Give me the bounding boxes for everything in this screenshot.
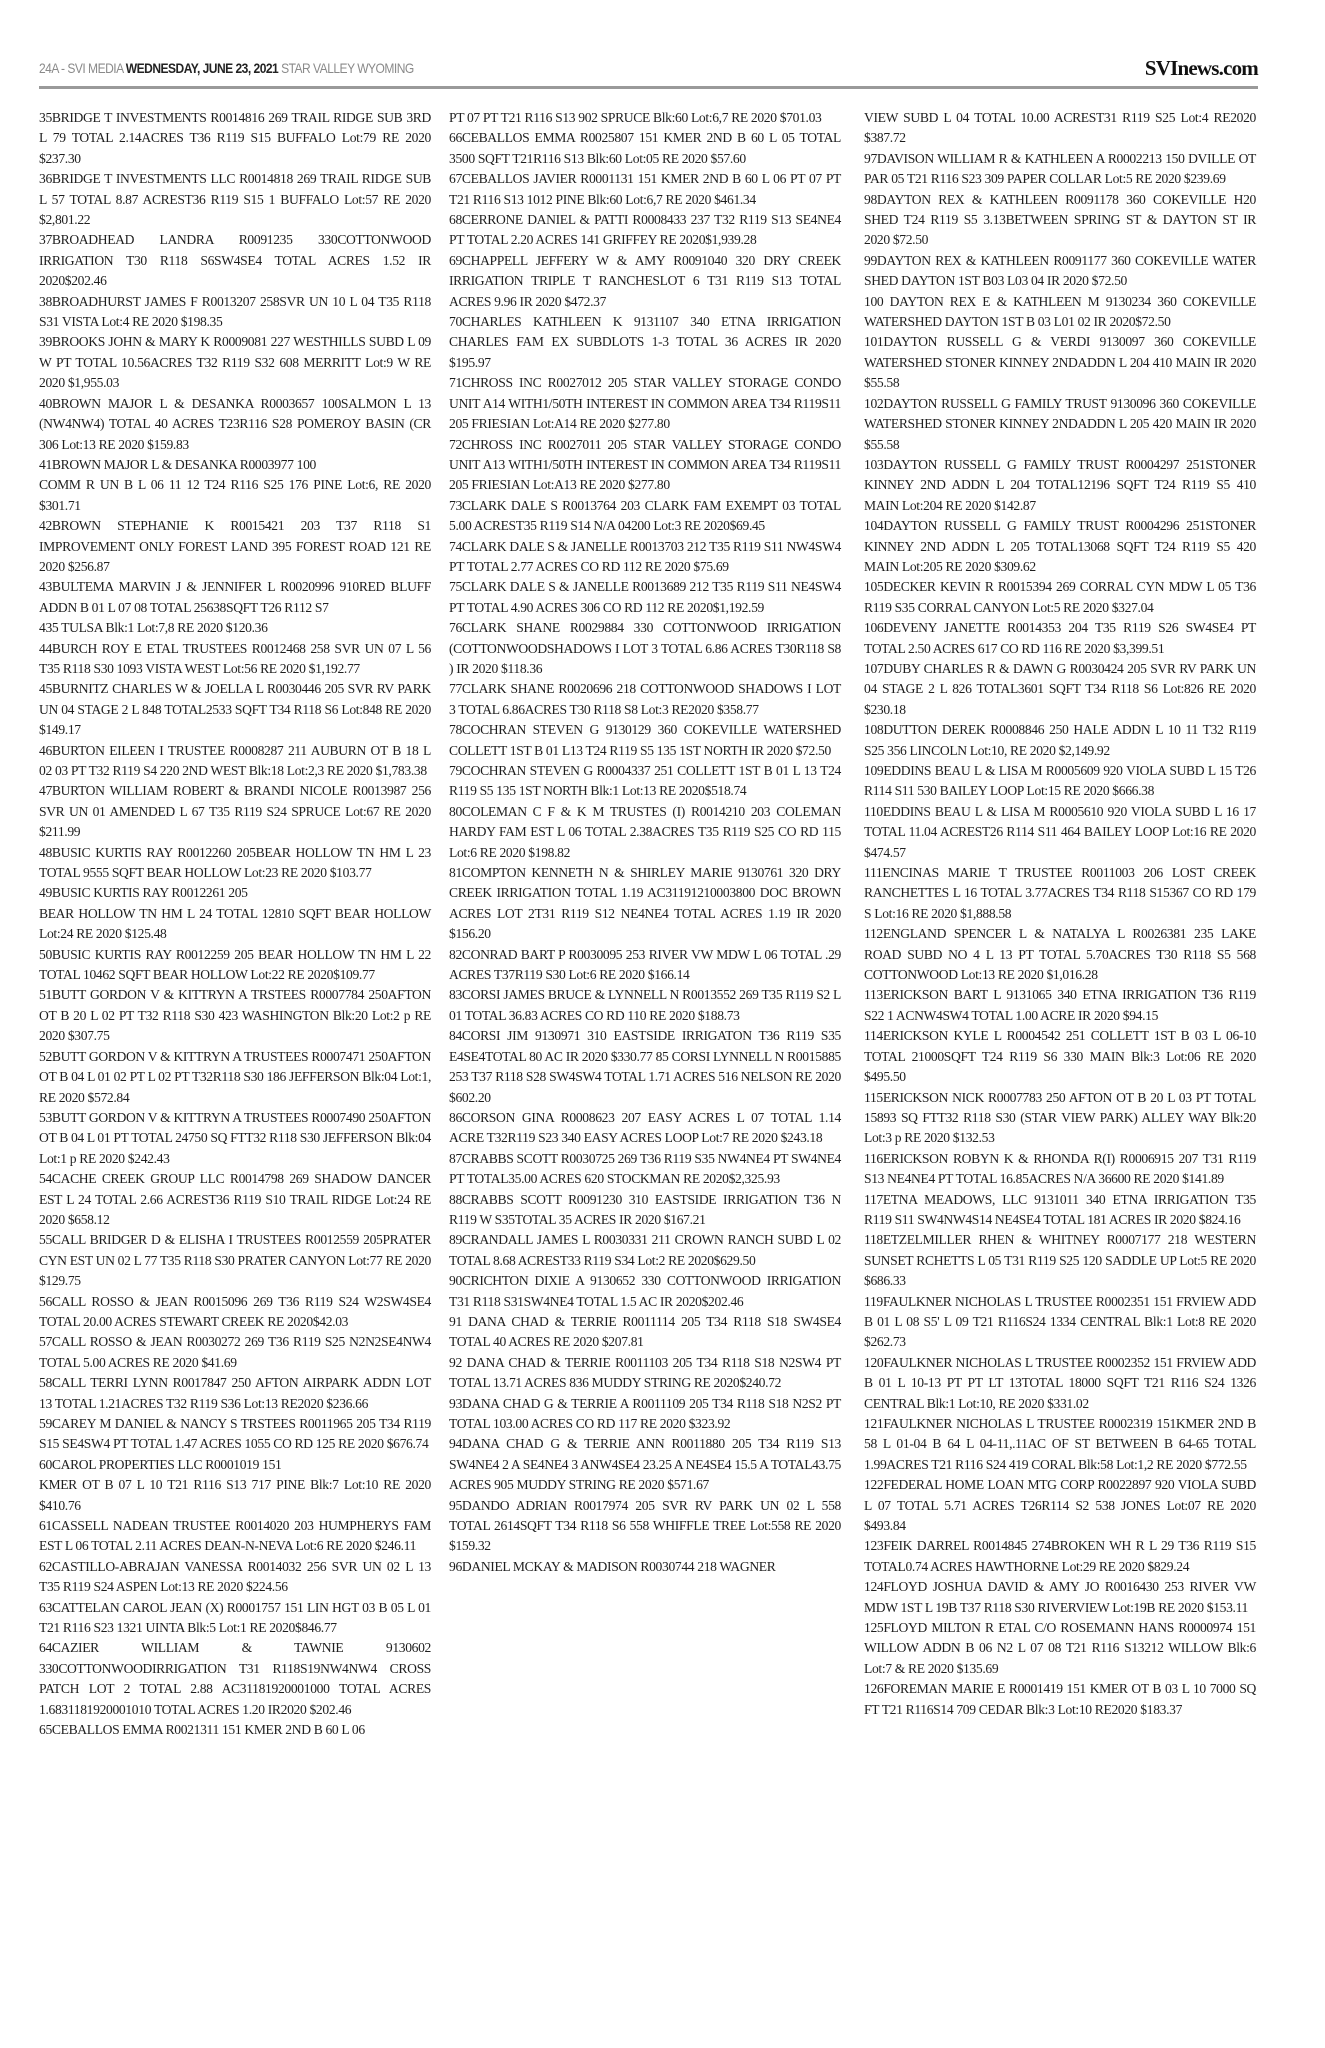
- listing-entry: 118ETZELMILLER RHEN & WHITNEY R0007177 218 WESTERN SUNSET RCHETTS L 05 T31 R119 S25 120 SADDLE UP Lot:5 RE 2020 $686.33: [864, 1232, 1256, 1289]
- listing-entry: 97DAVISON WILLIAM R & KATHLEEN A R0002213 150 DVILLE OT PAR 05 T21 R116 S23 309 PAPER COLLAR Lot:5 RE 2020 $239.69: [864, 150, 1256, 187]
- listing-entry: 95DANDO ADRIAN R0017974 205 SVR RV PARK UN 02 L 558 TOTAL 2614SQFT T34 R118 S6 558 WHIFFLE TREE Lot:558 RE 2020 $159.32: [449, 1497, 841, 1554]
- listing-entry: 58CALL TERRI LYNN R0017847 250 AFTON AIRPARK ADDN LOT 13 TOTAL 1.21ACRES T32 R119 S36 Lot:13 RE2020 $236.66: [39, 1375, 431, 1411]
- listing-entry: 125FLOYD MILTON R ETAL C/O ROSEMANN HANS R0000974 151 WILLOW ADDN B 06 N2 L 07 08 T21 R116 S13212 WILLOW Blk:6 Lot:7 & RE 2020 $135.69: [864, 1620, 1256, 1676]
- listing-entry: 67CEBALLOS JAVIER R0001131 151 KMER 2ND B 60 L 06 PT 07 PT T21 R116 S13 1012 PINE Blk:60 Lot:6,7 RE 2020 $461.34: [449, 171, 841, 207]
- listing-entry: 62CASTILLO-ABRAJAN VANESSA R0014032 256 SVR UN 02 L 13 T35 R119 S24 ASPEN Lot:13 RE 2020 $224.56: [39, 1558, 431, 1595]
- page-header: [39, 58, 1258, 84]
- listing-entry: 40BROWN MAJOR L & DESANKA R0003657 100SALMON L 13 (NW4NW4) TOTAL 40 ACRES T23R116 S28 POMEROY BASIN (CR 306 Lot:13 RE 2020 $159.83: [39, 395, 431, 452]
- listing-entry: 39BROOKS JOHN & MARY K R0009081 227 WESTHILLS SUBD L 09 W PT TOTAL 10.56ACRES T32 R119 S32 608 MERRITT Lot:9 W RE 2020 $1,955.03: [39, 334, 431, 391]
- listing-entry: 71CHROSS INC R0027012 205 STAR VALLEY STORAGE CONDO UNIT A14 WITH1/50TH INTEREST IN COMMON AREA T34 R119S11 205 FRIESIAN Lot:A14 RE 2020 $277.80: [449, 375, 841, 432]
- listing-entry: 116ERICKSON ROBYN K & RHONDA R(I) R0006915 207 T31 R119 S13 NE4NE4 PT TOTAL 16.85ACRES N/A 36600 RE 2020 $141.89: [864, 1150, 1256, 1187]
- listing-entry: 112ENGLAND SPENCER L & NATALYA L R0026381 235 LAKE ROAD SUBD NO 4 L 13 PT TOTAL 5.70ACRES T30 R118 S5 568 COTTONWOOD Lot:13 RE 2020 $1,016.28: [864, 926, 1256, 983]
- listing-entry: 45BURNITZ CHARLES W & JOELLA L R0030446 205 SVR RV PARK UN 04 STAGE 2 L 848 TOTAL2533 SQFT T34 R118 S6 Lot:848 RE 2020 $149.17: [39, 681, 431, 738]
- listing-entry: 91 DANA CHAD & TERRIE R0011114 205 T34 R118 S18 SW4SE4 TOTAL 40 ACRES RE 2020 $207.81: [449, 1313, 841, 1350]
- listing-entry: 57CALL ROSSO & JEAN R0030272 269 T36 R119 S25 N2N2SE4NW4 TOTAL 5.00 ACRES RE 2020 $41.69: [39, 1334, 431, 1370]
- listing-entry: 119FAULKNER NICHOLAS L TRUSTEE R0002351 151 FRVIEW ADD B 01 L 08 S5' L 09 T21 R116S24 1334 CENTRAL Blk:1 Lot:8 RE 2020 $262.73: [864, 1293, 1256, 1350]
- column-1: [39, 108, 431, 1741]
- listing-entry: 54CACHE CREEK GROUP LLC R0014798 269 SHADOW DANCER EST L 24 TOTAL 2.66 ACREST36 R119 S10 TRAIL RIDGE Lot:24 RE 2020 $658.12: [39, 1171, 431, 1227]
- listing-entry: 111ENCINAS MARIE T TRUSTEE R0011003 206 LOST CREEK RANCHETTES L 16 TOTAL 3.77ACRES T34 R118 S15367 CO RD 179 S Lot:16 RE 2020 $1,888.58: [864, 865, 1256, 921]
- column-3: [864, 108, 1256, 1720]
- header-divider: [39, 86, 1258, 89]
- listing-entry: 63CATTELAN CAROL JEAN (X) R0001757 151 LIN HGT 03 B 05 L 01 T21 R116 S23 1321 UINTA Blk:5 Lot:1 RE 2020$846.77: [39, 1599, 431, 1636]
- listing-entry: 50BUSIC KURTIS RAY R0012259 205 BEAR HOLLOW TN HM L 22 TOTAL 10462 SQFT BEAR HOLLOW Lot:22 RE 2020$109.77: [39, 946, 431, 983]
- listing-entry: 122FEDERAL HOME LOAN MTG CORP R0022897 920 VIOLA SUBD L 07 TOTAL 5.71 ACRES T26R114 S2 538 JONES Lot:07 RE 2020 $493.84: [864, 1477, 1256, 1534]
- listing-entry: 88CRABBS SCOTT R0091230 310 EASTSIDE IRRIGATION T36 N R119 W S35TOTAL 35 ACRES IR 2020 $167.21: [449, 1191, 841, 1227]
- listing-entry: 94DANA CHAD G & TERRIE ANN R0011880 205 T34 R119 S13 SW4NE4 2 A SE4NE4 3 ANW4SE4 23.25 A NE4SE4 15.5 A TOTAL43.75 ACRES 905 MUDDY STRING RE 2020 $571.67: [449, 1436, 841, 1493]
- listing-entry: 98DAYTON REX & KATHLEEN R0091178 360 COKEVILLE H20 SHED T24 R119 S5 3.13BETWEEN SPRING ST & DAYTON ST IR 2020 $72.50: [864, 191, 1256, 248]
- listing-entry: 87CRABBS SCOTT R0030725 269 T36 R119 S35 NW4NE4 PT SW4NE4 PT TOTAL35.00 ACRES 620 STOCKMAN RE 2020$2,325.93: [449, 1150, 841, 1187]
- listing-entry: 86CORSON GINA R0008623 207 EASY ACRES L 07 TOTAL 1.14 ACRE T32R119 S23 340 EASY ACRES LOOP Lot:7 RE 2020 $243.18: [449, 1109, 841, 1146]
- listing-entry: 93DANA CHAD G & TERRIE A R0011109 205 T34 R118 S18 N2S2 PT TOTAL 103.00 ACRES CO RD 117 RE 2020 $323.92: [449, 1395, 841, 1431]
- listing-entry: 102DAYTON RUSSELL G FAMILY TRUST 9130096 360 COKEVILLE WATERSHED STONER KINNEY 2NDADDN L 205 420 MAIN IR 2020 $55.58: [864, 395, 1256, 452]
- listing-entry: 82CONRAD BART P R0030095 253 RIVER VW MDW L 06 TOTAL .29 ACRES T37R119 S30 Lot:6 RE 2020 $166.14: [449, 946, 841, 983]
- listing-entry: 47BURTON WILLIAM ROBERT & BRANDI NICOLE R0013987 256 SVR UN 01 AMENDED L 67 T35 R119 S24 SPRUCE Lot:67 RE 2020 $211.99: [39, 783, 431, 840]
- listing-entry: 126FOREMAN MARIE E R0001419 151 KMER OT B 03 L 10 7000 SQ FT T21 R116S14 709 CEDAR Blk:3 Lot:10 RE2020 $183.37: [864, 1681, 1256, 1717]
- listing-entry: 73CLARK DALE S R0013764 203 CLARK FAM EXEMPT 03 TOTAL 5.00 ACREST35 R119 S14 N/A 04200 Lot:3 RE 2020$69.45: [449, 497, 841, 534]
- listing-entry: 48BUSIC KURTIS RAY R0012260 205BEAR HOLLOW TN HM L 23 TOTAL 9555 SQFT BEAR HOLLOW Lot:23 RE 2020 $103.77: [39, 844, 431, 881]
- listing-entry: 435 TULSA Blk:1 Lot:7,8 RE 2020 $120.36: [39, 620, 268, 636]
- listing-entry: 99DAYTON REX & KATHLEEN R0091177 360 COKEVILLE WATER SHED DAYTON 1ST B03 L03 04 IR 2020 $72.50: [864, 252, 1256, 289]
- listing-entry: 46BURTON EILEEN I TRUSTEE R0008287 211 AUBURN OT B 18 L 02 03 PT T32 R119 S4 220 2ND WEST Blk:18 Lot:2,3 RE 2020 $1,783.38: [39, 742, 431, 778]
- listing-entry: 43BULTEMA MARVIN J & JENNIFER L R0020996 910RED BLUFF ADDN B 01 L 07 08 TOTAL 25638SQFT T26 R112 S7: [39, 579, 431, 615]
- listing-entry: 81COMPTON KENNETH N & SHIRLEY MARIE 9130761 320 DRY CREEK IRRIGATION TOTAL 1.19 AC31191210003800 DOC BROWN ACRES LOT 2T31 R119 S12 NE4NE4 TOTAL ACRES 1.19 IR 2020 $156.20: [449, 865, 841, 942]
- folio-prefix: 24A - SVI MEDIA: [39, 60, 123, 76]
- listing-entry: 74CLARK DALE S & JANELLE R0013703 212 T35 R119 S11 NW4SW4 PT TOTAL 2.77 ACRES CO RD 112 RE 2020 $75.69: [449, 538, 841, 574]
- listing-entry: 113ERICKSON BART L 9131065 340 ETNA IRRIGATION T36 R119 S22 1 ACNW4SW4 TOTAL 1.00 ACRE IR 2020 $94.15: [864, 987, 1256, 1023]
- listing-entry: 53BUTT GORDON V & KITTRYN A TRUSTEES R0007490 250AFTON OT B 04 L 01 PT TOTAL 24750 SQ FTT32 R118 S30 JEFFERSON Blk:04 Lot:1 p RE 2020 $242.43: [39, 1109, 432, 1166]
- listing-entry: 41BROWN MAJOR L & DESANKA R0003977 100: [39, 456, 316, 472]
- listing-entry: 117ETNA MEADOWS, LLC 9131011 340 ETNA IRRIGATION T35 R119 S11 SW4NW4S14 NE4SE4 TOTAL 181 ACRES IR 2020 $824.16: [864, 1191, 1256, 1227]
- listing-entry: KMER OT B 07 L 10 T21 R116 S13 717 PINE Blk:7 Lot:10 RE 2020 $410.76: [39, 1477, 431, 1513]
- listing-entry: 108DUTTON DEREK R0008846 250 HALE ADDN L 10 11 T32 R119 S25 356 LINCOLN Lot:10, RE 2020 $2,149.92: [864, 722, 1256, 758]
- listing-entry: 110EDDINS BEAU L & LISA M R0005610 920 VIOLA SUBD L 16 17 TOTAL 11.04 ACREST26 R114 S11 464 BAILEY LOOP Lot:16 RE 2020 $474.57: [864, 803, 1256, 860]
- listing-entry: 59CAREY M DANIEL & NANCY S TRSTEES R0011965 205 T34 R119 S15 SE4SW4 PT TOTAL 1.47 ACRES 1055 CO RD 125 RE 2020 $676.74: [39, 1416, 431, 1452]
- column-2: [449, 108, 841, 1577]
- listing-entry: 109EDDINS BEAU L & LISA M R0005609 920 VIOLA SUBD L 15 T26 R114 S11 530 BAILEY LOOP Lot:15 RE 2020 $666.38: [864, 763, 1256, 799]
- listing-entry: 101DAYTON RUSSELL G & VERDI 9130097 360 COKEVILLE WATERSHED STONER KINNEY 2NDADDN L 204 410 MAIN IR 2020 $55.58: [864, 334, 1256, 391]
- issue-date: WEDNESDAY, JUNE 23, 2021: [125, 60, 279, 76]
- folio-line: [39, 60, 414, 76]
- listing-entry: 77CLARK SHANE R0020696 218 COTTONWOOD SHADOWS I LOT 3 TOTAL 6.86ACRES T30 R118 S8 Lot:3 RE2020 $358.77: [449, 681, 841, 717]
- listing-entry: 35BRIDGE T INVESTMENTS R0014816 269 TRAIL RIDGE SUB 3RD L 79 TOTAL 2.14ACRES T36 R119 S15 BUFFALO Lot:79 RE 2020 $237.30: [39, 110, 431, 166]
- listing-entry: 106DEVENY JANETTE R0014353 204 T35 R119 S26 SW4SE4 PT TOTAL 2.50 ACRES 617 CO RD 116 RE 2020 $3,399.51: [864, 620, 1256, 656]
- listing-entry: 49BUSIC KURTIS RAY R0012261 205: [39, 885, 248, 901]
- listing-entry: 70CHARLES KATHLEEN K 9131107 340 ETNA IRRIGATION CHARLES FAM EX SUBDLOTS 1-3 TOTAL 36 ACRES IR 2020 $195.97: [449, 314, 841, 370]
- listing-entry: 51BUTT GORDON V & KITTRYN A TRSTEES R0007784 250AFTON OT B 20 L 02 PT T32 R118 S30 423 WASHINGTON Blk:20 Lot:2 p RE 2020 $307.75: [39, 987, 431, 1044]
- listing-entry: PT 07 PT T21 R116 S13 902 SPRUCE Blk:60 Lot:6,7 RE 2020 $701.03: [449, 110, 822, 125]
- listing-entry: 105DECKER KEVIN R R0015394 269 CORRAL CYN MDW L 05 T36 R119 S35 CORRAL CANYON Lot:5 RE 2020 $327.04: [864, 579, 1256, 615]
- listing-entry: 42BROWN STEPHANIE K R0015421 203 T37 R118 S1 IMPROVEMENT ONLY FOREST LAND 395 FOREST ROAD 121 RE 2020 $256.87: [39, 518, 431, 574]
- listing-entry: 107DUBY CHARLES R & DAWN G R0030424 205 SVR RV PARK UN 04 STAGE 2 L 826 TOTAL3601 SQFT T34 R118 S6 Lot:826 RE 2020 $230.18: [864, 660, 1256, 717]
- listing-entry: 124FLOYD JOSHUA DAVID & AMY JO R0016430 253 RIVER VW MDW 1ST L 19B T37 R118 S30 RIVERVIEW Lot:19B RE 2020 $153.11: [864, 1579, 1256, 1615]
- listing-entry: 69CHAPPELL JEFFERY W & AMY R0091040 320 DRY CREEK IRRIGATION TRIPLE T RANCHESLOT 6 T31 R119 S13 TOTAL ACRES 9.96 IR 2020 $472.37: [449, 252, 841, 309]
- listing-entry: 121FAULKNER NICHOLAS L TRUSTEE R0002319 151KMER 2ND B 58 L 01-04 B 64 L 04-11,.11AC OF ST BETWEEN B 64-65 TOTAL 1.99ACRES T21 R116 S24 419 CORAL Blk:58 Lot:1,2 RE 2020 $772.55: [864, 1416, 1256, 1472]
- listing-entry: 80COLEMAN C F & K M TRUSTES (I) R0014210 203 COLEMAN HARDY FAM EST L 06 TOTAL 2.38ACRES T35 R119 S25 CO RD 115 Lot:6 RE 2020 $198.82: [449, 803, 841, 860]
- listing-entry: 79COCHRAN STEVEN G R0004337 251 COLLETT 1ST B 01 L 13 T24 R119 S5 135 1ST NORTH Blk:1 Lot:13 RE 2020$518.74: [449, 763, 841, 799]
- listing-entry: COMM R UN B L 06 11 12 T24 R116 S25 176 PINE Lot:6, RE 2020 $301.71: [39, 477, 431, 513]
- listing-entry: 96DANIEL MCKAY & MADISON R0030744 218 WAGNER: [449, 1558, 776, 1574]
- listing-entry: 92 DANA CHAD & TERRIE R0011103 205 T34 R118 S18 N2SW4 PT TOTAL 13.71 ACRES 836 MUDDY STRING RE 2020$240.72: [449, 1354, 841, 1391]
- listing-entry: 36BRIDGE T INVESTMENTS LLC R0014818 269 TRAIL RIDGE SUB L 57 TOTAL 8.87 ACREST36 R119 S15 1 BUFFALO Lot:57 RE 2020 $2,801.22: [39, 171, 431, 228]
- listing-entry: 84CORSI JIM 9130971 310 EASTSIDE IRRIGATON T36 R119 S35 E4SE4TOTAL 80 AC IR 2020 $330.77 85 CORSI LYNNELL N R0015885 253 T37 R118 S28 SW4SW4 TOTAL 1.71 ACRES 516 NELSON RE 2020 $602.20: [449, 1028, 841, 1105]
- listing-entry: 65CEBALLOS EMMA R0021311 151 KMER 2ND B 60 L 06: [39, 1722, 365, 1738]
- listing-entry: 114ERICKSON KYLE L R0004542 251 COLLETT 1ST B 03 L 06-10 TOTAL 21000SQFT T24 R119 S6 330 MAIN Blk:3 Lot:06 RE 2020 $495.50: [864, 1028, 1256, 1085]
- listing-entry: 64CAZIER WILLIAM & TAWNIE 9130602 330COTTONWOODIRRIGATION T31 R118S19NW4NW4 CROSS PATCH LOT 2 TOTAL 2.88 AC31181920001000 TOTAL ACRES 1.6831181920001010 TOTAL ACRES 1.20 IR2020 $202.46: [39, 1640, 431, 1717]
- listing-entry: 123FEIK DARREL R0014845 274BROKEN WH R L 29 T36 R119 S15 TOTAL0.74 ACRES HAWTHORNE Lot:29 RE 2020 $829.24: [864, 1538, 1256, 1574]
- listing-entry: 72CHROSS INC R0027011 205 STAR VALLEY STORAGE CONDO UNIT A13 WITH1/50TH INTEREST IN COMMON AREA T34 R119S11 205 FRIESIAN Lot:A13 RE 2020 $277.80: [449, 436, 841, 493]
- listing-entry: 100 DAYTON REX E & KATHLEEN M 9130234 360 COKEVILLE WATERSHED DAYTON 1ST B 03 L01 02 IR 2020$72.50: [864, 293, 1256, 330]
- listing-entry: 68CERRONE DANIEL & PATTI R0008433 237 T32 R119 S13 SE4NE4 PT TOTAL 2.20 ACRES 141 GRIFFEY RE 2020$1,939.28: [449, 212, 841, 248]
- listing-entry: 38BROADHURST JAMES F R0013207 258SVR UN 10 L 04 T35 R118 S31 VISTA Lot:4 RE 2020 $198.35: [39, 293, 431, 330]
- listing-entry: 44BURCH ROY E ETAL TRUSTEES R0012468 258 SVR UN 07 L 56 T35 R118 S30 1093 VISTA WEST Lot:56 RE 2020 $1,192.77: [39, 640, 431, 676]
- listing-entry: 78COCHRAN STEVEN G 9130129 360 COKEVILLE WATERSHED COLLETT 1ST B 01 L13 T24 R119 S5 135 1ST NORTH IR 2020 $72.50: [449, 722, 841, 758]
- listing-entry: 55CALL BRIDGER D & ELISHA I TRUSTEES R0012559 205PRATER CYN EST UN 02 L 77 T35 R118 S30 PRATER CANYON Lot:77 RE 2020 $129.75: [39, 1232, 431, 1289]
- listing-entry: 37BROADHEAD LANDRA R0091235 330COTTONWOOD IRRIGATION T30 R118 S6SW4SE4 TOTAL ACRES 1.52 IR 2020$202.46: [39, 232, 431, 289]
- listing-entry: 52BUTT GORDON V & KITTRYN A TRUSTEES R0007471 250AFTON OT B 04 L 01 02 PT L 02 PT T32R118 S30 186 JEFFERSON Blk:04 Lot:1, RE 2020 $572.84: [39, 1048, 431, 1105]
- listing-entry: 103DAYTON RUSSELL G FAMILY TRUST R0004297 251STONER KINNEY 2ND ADDN L 204 TOTAL12196 SQFT T24 R119 S5 410 MAIN Lot:204 RE 2020 $142.87: [864, 456, 1256, 513]
- listing-entry: 83CORSI JAMES BRUCE & LYNNELL N R0013552 269 T35 R119 S2 L 01 TOTAL 36.83 ACRES CO RD 110 RE 2020 $188.73: [449, 987, 841, 1023]
- listing-entry: 60CAROL PROPERTIES LLC R0001019 151: [39, 1456, 282, 1472]
- listing-entry: 66CEBALLOS EMMA R0025807 151 KMER 2ND B 60 L 05 TOTAL 3500 SQFT T21R116 S13 Blk:60 Lot:05 RE 2020 $57.60: [449, 130, 841, 166]
- listing-entry: 104DAYTON RUSSELL G FAMILY TRUST R0004296 251STONER KINNEY 2ND ADDN L 205 TOTAL13068 SQFT T24 R119 S5 420 MAIN Lot:205 RE 2020 $309.62: [864, 518, 1256, 574]
- listing-entry: 75CLARK DALE S & JANELLE R0013689 212 T35 R119 S11 NE4SW4 PT TOTAL 4.90 ACRES 306 CO RD 112 RE 2020$1,192.59: [449, 579, 841, 615]
- listing-entry: 89CRANDALL JAMES L R0030331 211 CROWN RANCH SUBD L 02 TOTAL 8.68 ACREST33 R119 S34 Lot:2 RE 2020$629.50: [449, 1232, 841, 1268]
- listing-entry: 76CLARK SHANE R0029884 330 COTTONWOOD IRRIGATION (COTTONWOODSHADOWS I LOT 3 TOTAL 6.86 ACRES T30R118 S8 ) IR 2020 $118.36: [449, 620, 841, 676]
- listing-entry: 90CRICHTON DIXIE A 9130652 330 COTTONWOOD IRRIGATION T31 R118 S31SW4NE4 TOTAL 1.5 AC IR 2020$202.46: [449, 1273, 841, 1309]
- listing-entry: 61CASSELL NADEAN TRUSTEE R0014020 203 HUMPHERYS FAM EST L 06 TOTAL 2.11 ACRES DEAN-N-NEVA Lot:6 RE 2020 $246.11: [39, 1518, 431, 1554]
- listing-entry: 115ERICKSON NICK R0007783 250 AFTON OT B 20 L 03 PT TOTAL 15893 SQ FTT32 R118 S30 (STAR VIEW PARK) ALLEY WAY Blk:20 Lot:3 p RE 2020 $132.53: [864, 1089, 1256, 1146]
- listing-entry: BEAR HOLLOW TN HM L 24 TOTAL 12810 SQFT BEAR HOLLOW Lot:24 RE 2020 $125.48: [39, 905, 431, 942]
- listing-entry: 120FAULKNER NICHOLAS L TRUSTEE R0002352 151 FRVIEW ADD B 01 L 10-13 PT PT LT 13TOTAL 18000 SQFT T21 R116 S24 1326 CENTRAL Blk:1 Lot:10, RE 2020 $331.02: [864, 1354, 1256, 1411]
- site-logo: SVInews.com: [1144, 56, 1258, 80]
- listing-entry: VIEW SUBD L 04 TOTAL 10.00 ACREST31 R119 S25 Lot:4 RE2020 $387.72: [864, 110, 1256, 146]
- listing-entry: 56CALL ROSSO & JEAN R0015096 269 T36 R119 S24 W2SW4SE4 TOTAL 20.00 ACRES STEWART CREEK RE 2020$42.03: [39, 1293, 431, 1329]
- location: STAR VALLEY WYOMING: [281, 60, 414, 76]
